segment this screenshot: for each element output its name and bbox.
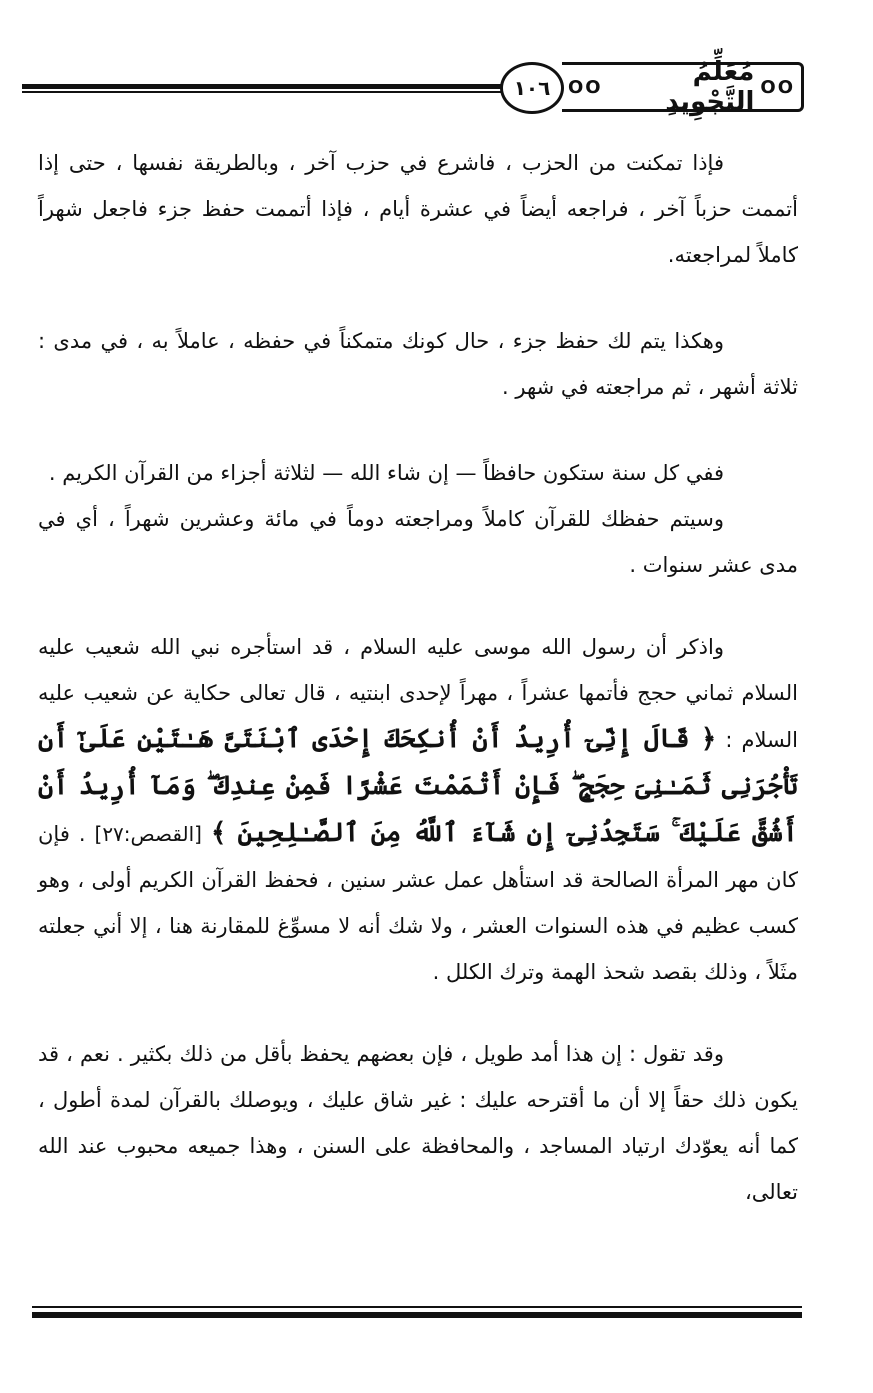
paragraph-3a: ففي كل سنة ستكون حافظاً — إن شاء الله — لثلاثة أجزاء من القرآن الكريم . [48, 461, 724, 485]
paragraph-3b: وسيتم حفظك للقرآن كاملاً ومراجعته دوماً في مائة وعشرين شهراً ، أي في مدى عشر سنوات . [38, 507, 798, 577]
book-title: مُعَلِّمُ التَّجْوِيدِ [665, 57, 755, 117]
paragraph-4 [38, 624, 798, 995]
ornament-left: OO [568, 76, 603, 98]
verse-reference: [القصص:٢٧] [94, 822, 202, 846]
paragraph-2: وهكذا يتم لك حفظ جزء ، حال كونك متمكناً في حفظه ، عاملاً به ، في مدى : ثلاثة أشهر ، ثم مراجعته في شهر . [38, 329, 798, 399]
quran-verse: ﴿ قَالَ إِنِّىٓ أُرِيدُ أَنْ أُنكِحَكَ إِحْدَى ٱبْنَتَىَّ هَـٰتَيْنِ عَلَىٰٓ أَن تَأْجُرَنِى ثَمَـٰنِىَ حِجَجٍ ۖ فَإِنْ أَتْمَمْتَ عَشْرًا فَمِنْ عِندِكَ ۖ وَمَآ أُرِيدُ أَنْ أَشُقَّ عَلَيْكَ ۚ سَتَجِدُنِىٓ إِن شَآءَ ٱللَّهُ مِنَ ٱلصَّـٰلِحِينَ ﴾ [38, 724, 798, 848]
page-body [38, 140, 798, 1215]
ornament-right: OO [760, 76, 795, 98]
page-number: ١٠٦ [500, 62, 564, 114]
paragraph-1: فإذا تمكنت من الحزب ، فاشرع في حزب آخر ، وبالطريقة نفسها ، حتى إذا أتممت حزباً آخر ، فراجعه أيضاً في عشرة أيام ، فإذا أتممت حفظ جزء فاجعل شهراً كاملاً لمراجعته. [38, 151, 798, 267]
paragraph-4-intro: واذكر أن رسول الله موسى عليه السلام ، قد استأجره نبي الله شعيب عليه السلام ثماني حجج فأتمها عشراً ، مهراً لإحدى ابنتيه ، قال تعالى حكاية عن شعيب عليه السلام : [38, 635, 798, 752]
header-rule [22, 84, 504, 93]
running-head [562, 57, 804, 117]
footer-rule [32, 1306, 802, 1318]
paragraph-4-rest: . فإن كان مهر المرأة الصالحة قد استأهل عمل عشر سنين ، فحفظ القرآن الكريم أولى ، وهو كسب عظيم في هذه السنوات العشر ، ولا شك أنه لا مسوِّغ للمقارنة هنا ، إلا أني جعلته مثَلاً ، وذلك بقصد شحذ الهمة وترك الكلل . [38, 822, 798, 984]
paragraph-5: وقد تقول : إن هذا أمد طويل ، فإن بعضهم يحفظ بأقل من ذلك بكثير . نعم ، قد يكون ذلك حقاً إلا أن ما أقترحه عليك : غير شاق عليك ، ويوصلك بالقرآن لمدة أطول ، كما أنه يعوّدك ارتياد المساجد ، والمحافظة على السنن ، وهذا جميعه محبوب عند الله تعالى، [38, 1042, 798, 1204]
page-header [22, 58, 804, 118]
